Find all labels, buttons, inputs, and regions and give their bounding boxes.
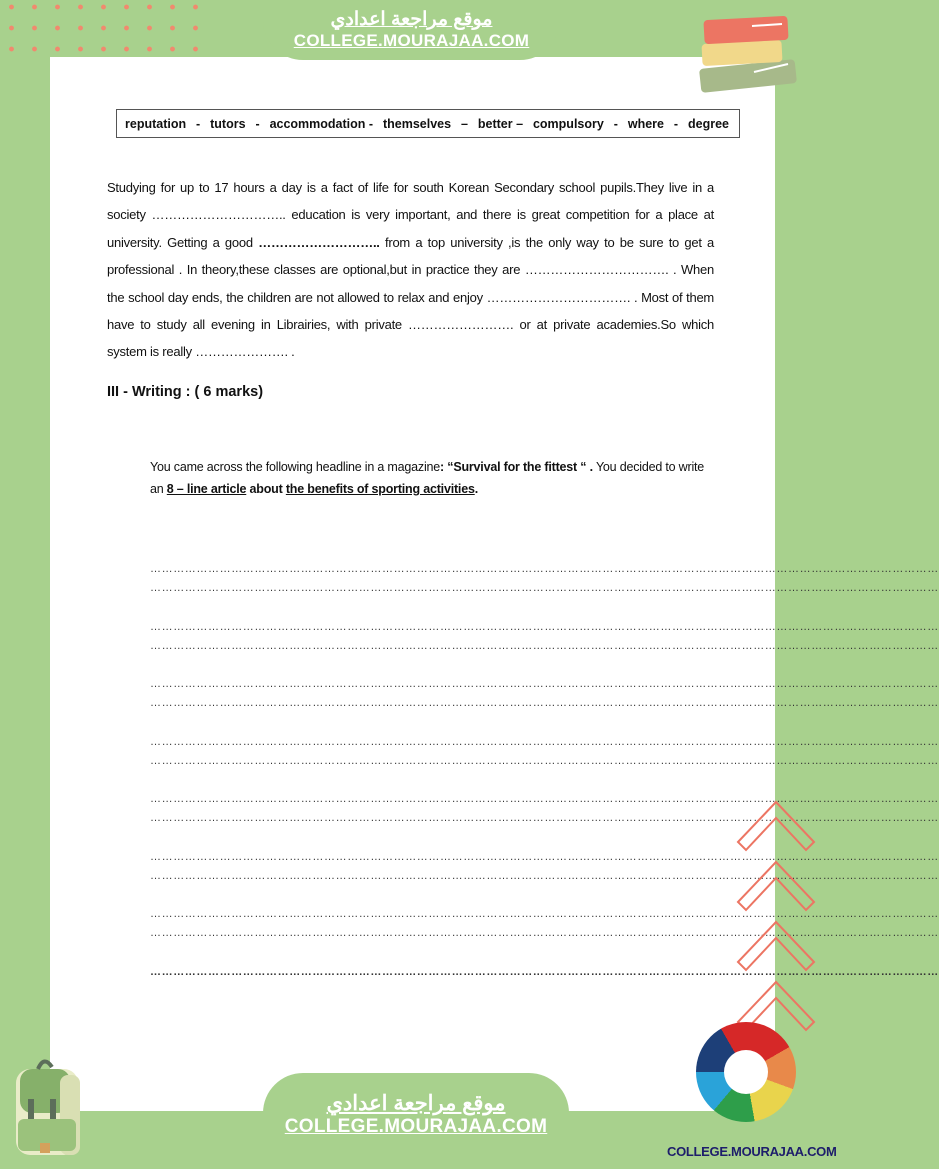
prompt-text: about [246, 482, 286, 496]
word-bank-item: reputation [125, 116, 187, 131]
writing-line[interactable]: …………………………………………………………………………………………………………………………………………………………………………………… …………………………………………………………………………………………………………………………………………………………………………………… [150, 563, 939, 594]
article-type: 8 – line article [166, 482, 247, 496]
gap-fill-paragraph [107, 174, 714, 366]
section-heading: III - Writing : ( 6 marks) [107, 384, 264, 400]
word-bank-item: degree [688, 116, 729, 131]
word-bank-separator: - [673, 116, 679, 131]
blank: ……………………….. [258, 234, 380, 250]
chevron-up-icon [736, 912, 816, 972]
chevron-up-icon [736, 792, 816, 852]
footer-arabic-title: موقع مراجعة اعدادي [326, 1092, 506, 1115]
word-bank-item: where [627, 116, 664, 131]
writing-line[interactable]: …………………………………………………………………………………………………………………………………………………………………………………… …………………………………………………………………………………………………………………………………………………………………………………… [150, 850, 939, 882]
word-bank-separator: - [196, 116, 201, 131]
decorative-dots [0, 25, 200, 31]
writing-line[interactable]: …………………………………………………………………………………………………………………………………………………………………………………… …………………………………………………………………………………………………………………………………………………………………………………… [150, 678, 939, 709]
word-bank-item: tutors [210, 116, 246, 131]
word-bank-item: better – [477, 116, 524, 131]
article-topic: the benefits of sporting activities [285, 482, 475, 496]
header-banner [263, 0, 560, 60]
writing-line[interactable]: …………………………………………………………………………………………………………………………………………………………………………………… [150, 965, 939, 978]
paragraph-text: Studying for up to 17 hours a day is a fact of life for south Korean Secondary school pupils.They live in a society ………………………….. education is very important, and there is great competition for a place at university. Getting a good [107, 180, 714, 250]
word-bank-separator: - [255, 116, 260, 131]
writing-line[interactable]: …………………………………………………………………………………………………………………………………………………………………………………… …………………………………………………………………………………………………………………………………………………………………………………… [150, 793, 939, 824]
writing-line[interactable]: …………………………………………………………………………………………………………………………………………………………………………………… …………………………………………………………………………………………………………………………………………………………………………………… [150, 908, 939, 939]
prompt-text: You came across the following headline in a magazine [150, 460, 441, 474]
books-icon [692, 12, 802, 92]
writing-lines[interactable] [150, 560, 939, 1020]
writing-prompt [150, 456, 716, 500]
footer-brand: COLLEGE.MOURAJAA.COM [667, 1144, 837, 1159]
chevron-up-icon [736, 852, 816, 912]
header-arabic-title: موقع مراجعة اعدادي [330, 9, 493, 30]
word-bank-item: compulsory [532, 116, 604, 131]
word-bank-separator: – [461, 116, 468, 131]
writing-line[interactable]: …………………………………………………………………………………………………………………………………………………………………………………… …………………………………………………………………………………………………………………………………………………………………………………… [150, 620, 939, 652]
decorative-dots [0, 4, 200, 10]
word-bank-box [116, 109, 740, 138]
writing-line[interactable]: …………………………………………………………………………………………………………………………………………………………………………………… …………………………………………………………………………………………………………………………………………………………………………………… [150, 735, 939, 767]
footer-site-link[interactable]: COLLEGE.MOURAJAA.COM [284, 1116, 548, 1137]
headline: : “Survival for the fittest “ . [440, 460, 593, 474]
prompt-text: . [474, 482, 478, 496]
prompt-text: You decided to write an [150, 460, 705, 496]
word-bank-item: themselves [382, 116, 452, 131]
word-bank-separator: - [613, 116, 618, 131]
paragraph-text: from a top university ,is the only way to be sure to get a professional . In theory,these classes are optional,but in practice they are ……………………………. . When the school day ends, the children are not allowed to relax and enjoy ……………………………. . Most of them have to study all evening in Librairies, with private ……………………. or at private academies.So which system is really …………………. . [107, 234, 714, 360]
header-site-link[interactable]: COLLEGE.MOURAJAA.COM [293, 31, 530, 50]
word-bank-item: accommodation - [269, 116, 374, 131]
footer-banner [263, 1073, 569, 1169]
decorative-dots [0, 46, 200, 52]
backpack-icon [10, 1055, 110, 1160]
school-subjects-wheel-icon [696, 1022, 796, 1122]
